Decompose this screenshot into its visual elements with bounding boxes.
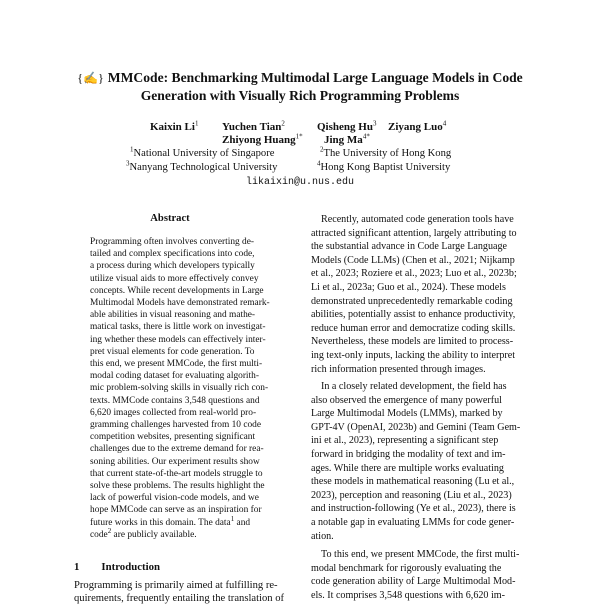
affiliation-3: $^3$Nanyang Technological University bbox=[126, 159, 278, 173]
paragraph-line: reduce human error and democratize coding skills. bbox=[311, 322, 516, 334]
paragraph-line: et al., 2023; Roziere et al., 2023; Luo et al., 2023b; bbox=[311, 268, 517, 280]
abstract-line: future works in this domain. The data$^1$ and bbox=[90, 514, 251, 528]
abstract-line: soning abilities. Our experiment results show bbox=[90, 456, 260, 467]
section-heading-introduction: 1 Introduction bbox=[74, 561, 161, 573]
abstract-line: that current state-of-the-art models struggle to bbox=[90, 468, 263, 479]
author-2: Yuchen Tian$^2$ bbox=[222, 119, 285, 133]
paragraph-line: code generation ability of Large Multimodal Mod- bbox=[311, 576, 516, 588]
affiliation-2: $^2$The University of Hong Kong bbox=[320, 145, 452, 159]
paragraph-line: GPT-4V (OpenAI, 2023b) and Gemini (Team Gem- bbox=[311, 421, 521, 433]
abstract-line: mic problem-solving skills in visually rich con- bbox=[90, 383, 269, 394]
abstract-line: matical tasks, there is little work on investigat- bbox=[90, 322, 266, 333]
intro-line: quirements, frequently entailing the translation of bbox=[74, 592, 285, 604]
right-column-paragraph-3 bbox=[311, 548, 535, 602]
abstract-line: able abilities in visual reasoning and mathe- bbox=[90, 310, 256, 321]
footnote-marker-1[interactable]: 1 bbox=[230, 514, 235, 523]
pen-logo-icon: {✍} bbox=[77, 71, 104, 85]
paragraph-line: To this end, we present MMCode, the first multi- bbox=[321, 549, 520, 560]
abstract-line: a process during which developers typically bbox=[90, 261, 255, 272]
abstract-line: texts. MMCode contains 3,548 questions and bbox=[90, 395, 260, 406]
author-3: Qisheng Hu$^3$ bbox=[317, 119, 377, 133]
paragraph-line: 2023), perception and reasoning (Liu et al., 2023) bbox=[311, 489, 512, 501]
abstract-line: pret visual elements for code generation. To bbox=[90, 346, 255, 357]
affiliation-1: $^1$National University of Singapore bbox=[130, 145, 275, 159]
abstract-heading: Abstract bbox=[150, 213, 190, 224]
paragraph-line: forward in bridging the modality of text and im- bbox=[311, 448, 506, 460]
abstract-body bbox=[90, 236, 296, 541]
abstract-line: Programming often involves converting de- bbox=[90, 237, 255, 247]
abstract-line: concepts. While recent developments in Large bbox=[90, 285, 264, 296]
affiliation-4: $^4$Hong Kong Baptist University bbox=[317, 159, 451, 173]
paragraph-line: modal benchmark for rigorously evaluating the bbox=[311, 562, 502, 574]
paragraph-line: attracted significant attention, largely attributing to bbox=[311, 227, 517, 239]
paragraph-line: Large Multimodal Models (LMMs), marked by bbox=[311, 408, 503, 420]
paragraph-line: these models in mathematical reasoning (Lu et al., bbox=[311, 476, 515, 488]
abstract-line: code$^2$ are publicly available. bbox=[90, 526, 197, 540]
paragraph-line: abilities, potentially assist to enhance productivity, bbox=[311, 309, 516, 321]
introduction-body bbox=[74, 580, 284, 605]
abstract-line: solve these problems. The results highlight the bbox=[90, 481, 265, 492]
abstract-line: challenges due to the extreme demand for rea- bbox=[90, 444, 264, 455]
abstract-line: this end, we present MMCode, the first multi- bbox=[90, 359, 263, 370]
paragraph-line: ini et al., 2023), representing a significant step bbox=[311, 435, 499, 447]
abstract-line: utilize visual aids to more effectively convey bbox=[90, 273, 259, 284]
paragraph-line: the substantial advance in Code Large Language bbox=[311, 241, 508, 253]
contact-email[interactable]: likaixin@u.nus.edu bbox=[246, 177, 355, 188]
title-text-1: MMCode: Benchmarking Multimodal Large Language Models in Code bbox=[107, 70, 523, 85]
paragraph-line: Models (Code LLMs) (Chen et al., 2021; Nijkamp bbox=[311, 254, 515, 266]
abstract-line: gramming challenges harvested from 10 code bbox=[90, 420, 262, 431]
right-column-paragraph-1 bbox=[311, 213, 535, 376]
paragraph-line: ing text-only inputs, lacking the ability to interpret bbox=[311, 349, 516, 361]
paragraph-line: Nevertheless, these models are limited to process- bbox=[311, 336, 514, 348]
footnote-marker-2[interactable]: 2 bbox=[107, 526, 112, 535]
paragraph-line: also observed the emergence of many powerful bbox=[311, 394, 502, 406]
paragraph-line: demonstrated unprecedentedly remarkable coding bbox=[311, 295, 513, 307]
intro-line: Programming is primarily aimed at fulfilling re- bbox=[74, 580, 278, 591]
right-column-paragraph-2 bbox=[311, 380, 535, 543]
paragraph-line: Recently, automated code generation tools have bbox=[321, 214, 514, 225]
author-1: Kaixin Li$^1$ bbox=[150, 119, 199, 133]
paragraph-line: In a closely related development, the field has bbox=[321, 381, 507, 392]
author-5: Zhiyong Huang$^{1*}$ bbox=[222, 132, 303, 146]
paragraph-line: rich information presented through images. bbox=[311, 363, 486, 375]
paragraph-line: ages. While there are multiple works evaluating bbox=[311, 462, 504, 474]
abstract-line: Multimodal Models have demonstrated remark- bbox=[90, 298, 270, 309]
paper-title-line-1 bbox=[20, 69, 580, 87]
author-6: Jing $Ma^{4*}$ bbox=[324, 132, 370, 146]
abstract-line: lack of powerful vision-code models, and we bbox=[90, 493, 259, 504]
paragraph-line: and instruction-following (Ye et al., 2023), there is bbox=[311, 503, 516, 515]
paper-title-line-2: Generation with Visually Rich Programming Problems bbox=[140, 88, 460, 103]
abstract-line: modal coding dataset for evaluating algorith- bbox=[90, 371, 259, 382]
paragraph-line: ation. bbox=[311, 530, 334, 542]
abstract-line: ing whether these models can effectively inter- bbox=[90, 334, 266, 345]
paragraph-line: Li et al., 2023a; Guo et al., 2024). These models bbox=[311, 281, 506, 293]
abstract-line: tailed and complex specifications into code, bbox=[90, 249, 255, 260]
author-4: Ziyang Luo$^4$ bbox=[388, 119, 447, 133]
paragraph-line: els. It comprises 3,548 questions with 6,620 im- bbox=[311, 589, 506, 601]
abstract-line: hope MMCode can serve as an inspiration for bbox=[90, 505, 262, 516]
paragraph-line: a notable gap in evaluating LMMs for code gener- bbox=[311, 516, 515, 528]
abstract-line: 6,620 images collected from real-world pro- bbox=[90, 407, 257, 418]
abstract-line: competition websites, presenting significant bbox=[90, 432, 256, 443]
